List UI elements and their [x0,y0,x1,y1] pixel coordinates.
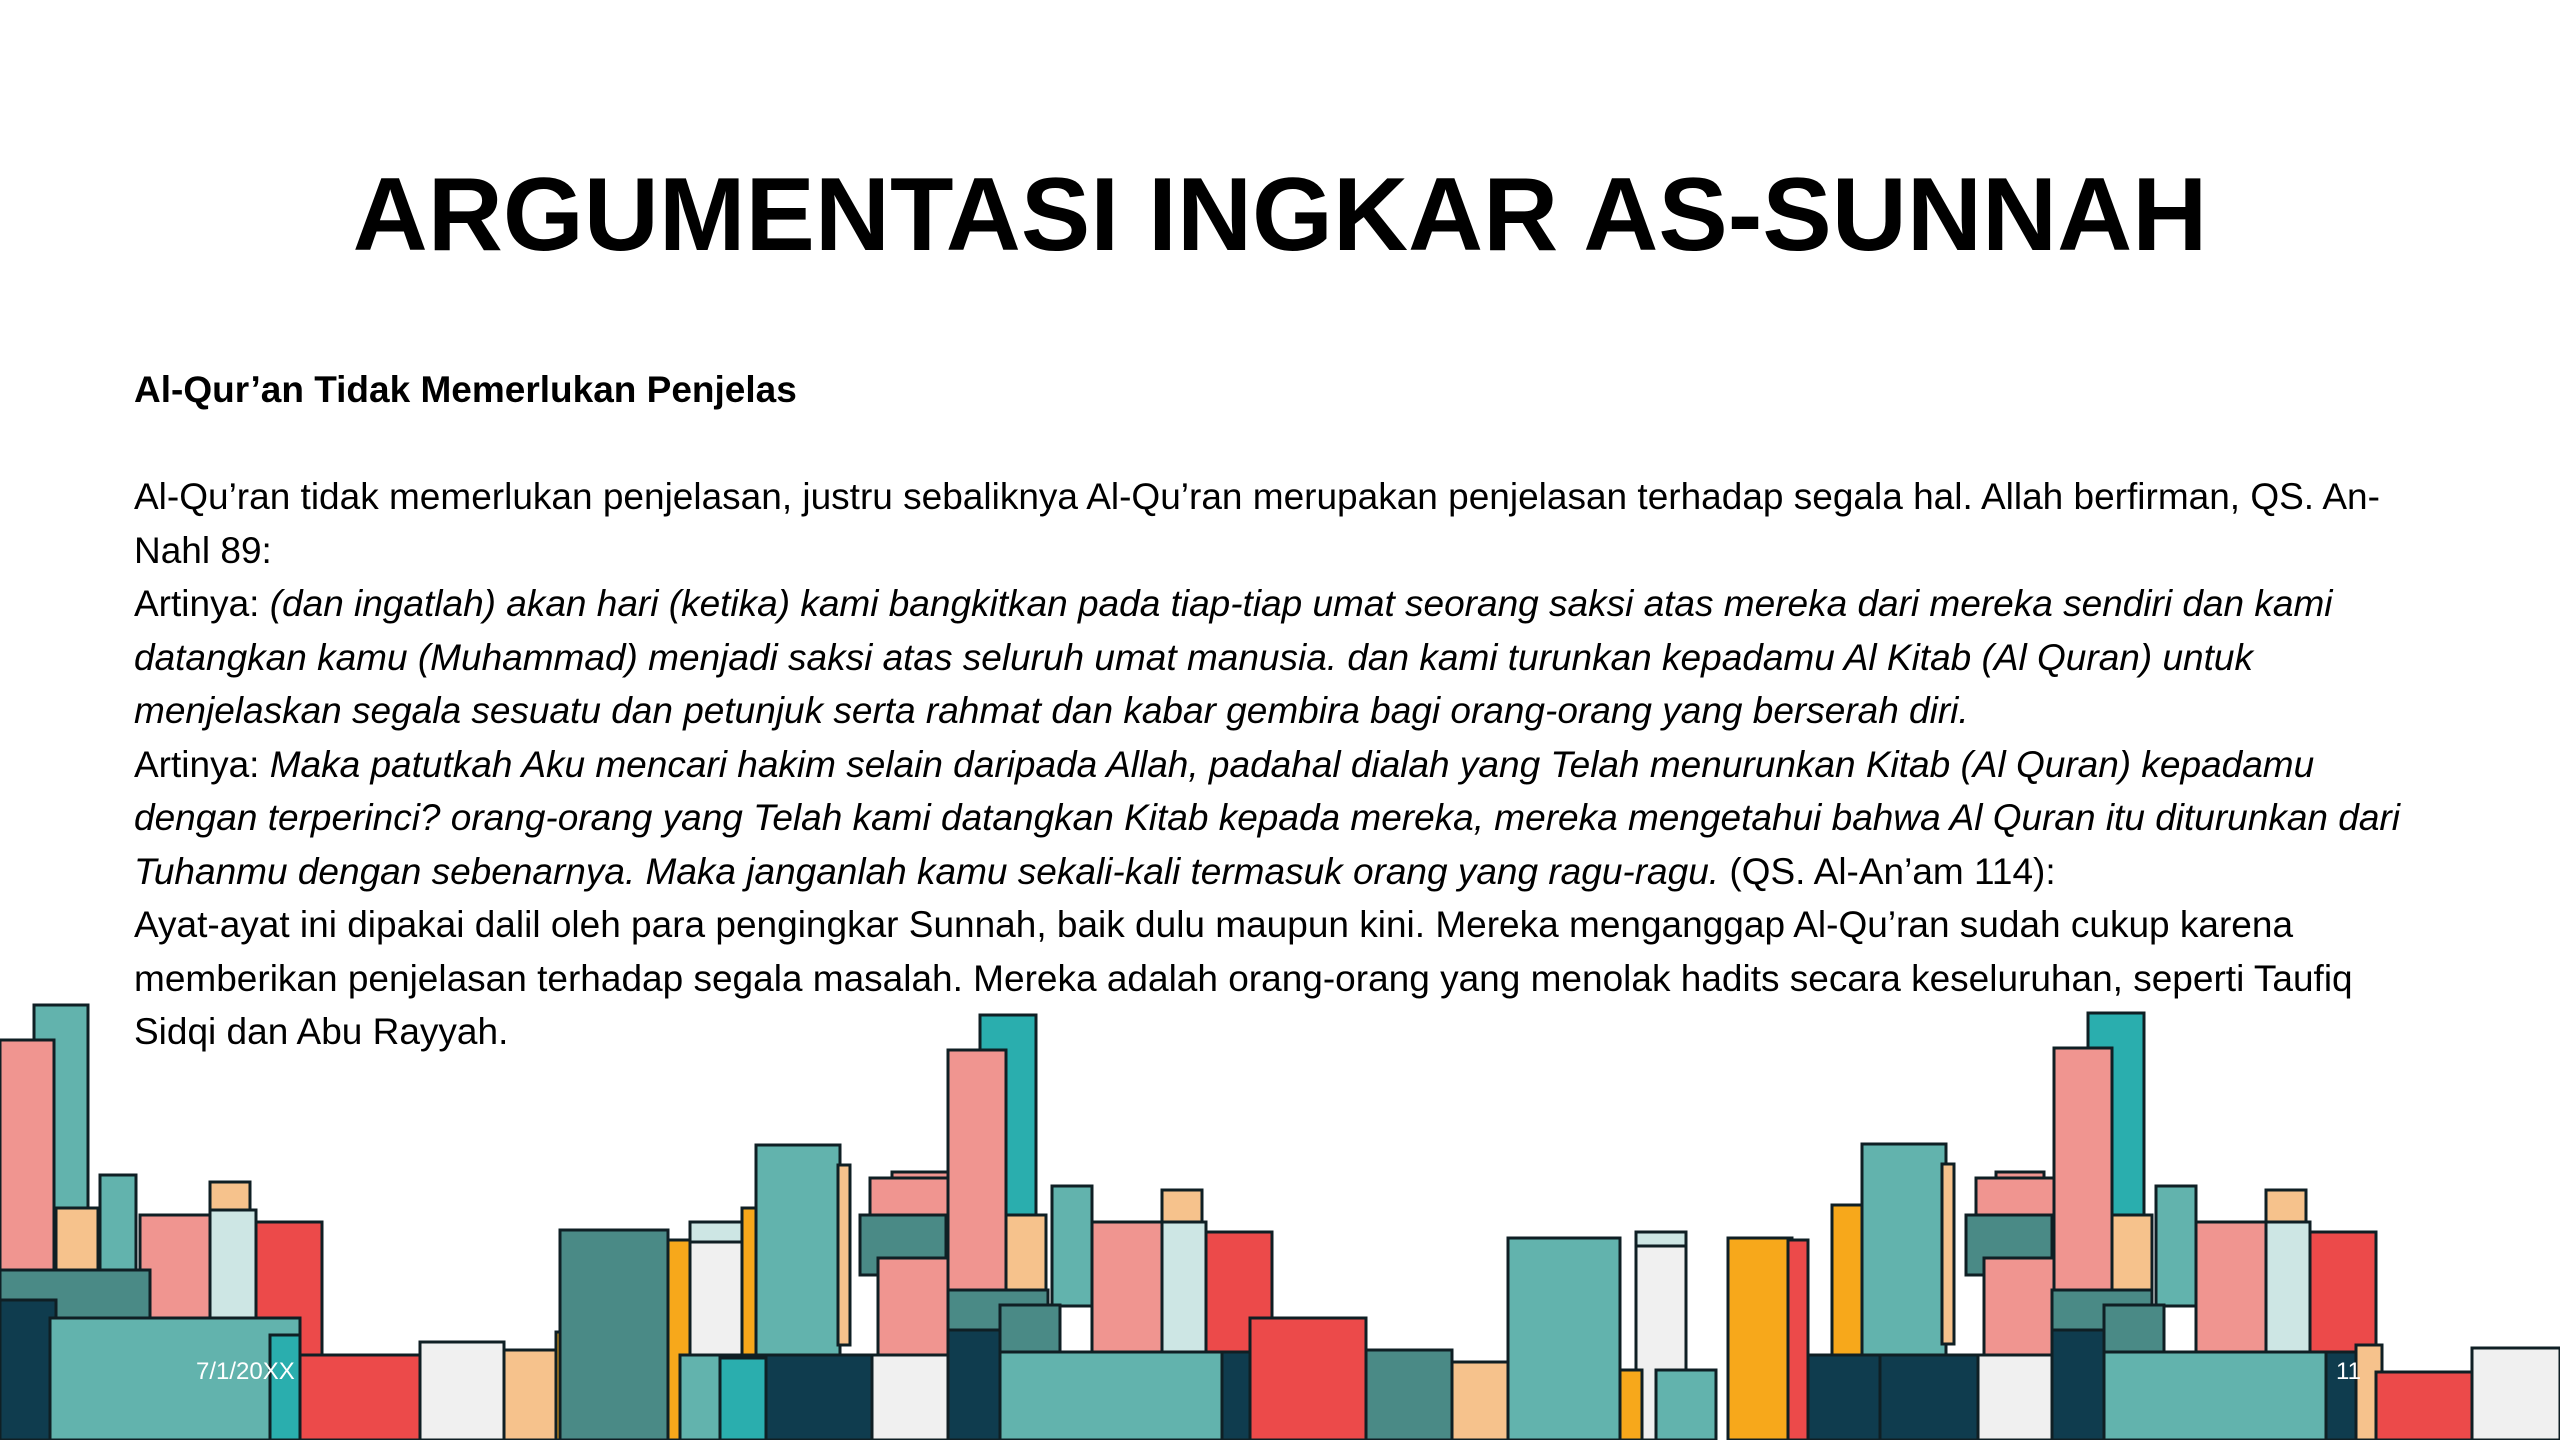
skyline-building [2376,1372,2472,1440]
conclusion-paragraph: Ayat-ayat ini dipakai dalil oleh para pengingkar Sunnah, baik dulu maupun kini. Mereka menganggap Al-Qu’ran sudah cukup karena memberikan penjelasan terhadap segala masalah. Mereka adalah orang-orang yang menolak hadits secara keseluruhan, seperti Taufiq Sidqi dan Abu Rayyah. [134,904,2353,1052]
skyline-building [2054,1048,2112,1310]
skyline-building [1162,1222,1206,1372]
skyline-building [1728,1238,1792,1440]
skyline-building [560,1230,668,1440]
skyline-building [1620,1370,1642,1440]
skyline-building [1222,1352,1252,1440]
translation-text: (dan ingatlah) akan hari (ketika) kami bangkitkan pada tiap-tiap umat seorang saksi atas mereka dari mereka sendiri dan kami datangkan kamu (Muhammad) menjadi saksi atas seluruh umat manusia. dan kami turunkan kepadamu Al Kitab (Al Quran) untuk menjelaskan segala sesuatu dan petunjuk serta rahmat dan kabar gembira bagi orang-orang yang berserah diri. [134,583,2333,731]
footer-page-number: 11 [2336,1358,2361,1385]
footer-date: 7/1/20XX [196,1358,295,1385]
skyline-building [1092,1222,1164,1362]
skyline-building [2156,1186,2196,1306]
skyline-building [690,1222,742,1242]
skyline-building [2112,1215,2152,1290]
section-subheading: Al-Qur’an Tidak Memerlukan Penjelas [134,369,797,410]
skyline-building [1978,1355,2054,1440]
skyline-building [1000,1352,1226,1440]
skyline-building [1250,1318,1366,1440]
translation-an-nahl [134,577,2434,738]
skyline-building [838,1165,850,1345]
skyline-building [1788,1240,1808,1440]
skyline-building [1052,1186,1092,1306]
skyline-building [0,1300,56,1440]
intro-paragraph: Al-Qu’ran tidak memerlukan penjelasan, justru sebaliknya Al-Qu’ran merupakan penjelasan terhadap segala hal. Allah berfirman, QS. An-Nahl 89: [134,476,2380,571]
skyline-building [720,1358,768,1440]
skyline-building [2104,1352,2330,1440]
skyline-building [2472,1348,2560,1440]
skyline-building [420,1342,504,1440]
skyline-building [1366,1350,1452,1440]
slide-title: ARGUMENTASI INGKAR AS-SUNNAH [352,157,2208,273]
skyline-building [300,1355,420,1440]
translation-label: Artinya: [134,743,270,785]
skyline-building [2196,1222,2268,1362]
skyline-building [766,1355,874,1440]
skyline-building [1656,1370,1716,1440]
translation-label: Artinya: [134,583,270,624]
skyline-building [1808,1355,1880,1440]
skyline-building [1942,1164,1954,1344]
skyline-building [2266,1222,2310,1372]
skyline-building [504,1350,560,1440]
translation-al-anam [134,738,2434,899]
translation-text: Maka patutkah Aku mencari hakim selain daripada Allah, padahal dialah yang Telah menurunkan Kitab (Al Quran) kepadamu dengan terperinci? orang-orang yang Telah kami datangkan Kitab kepada mereka, mereka mengetahui bahwa Al Quran itu diturunkan dari Tuhanmu dengan sebenarnya. Maka janganlah kamu sekali-kali termasuk orang yang ragu-ragu. [134,743,2400,892]
verse-reference: (QS. Al-An’am 114): [1719,850,2056,892]
skyline-building [1508,1238,1620,1440]
skyline-building [270,1335,300,1440]
skyline-building [1452,1362,1508,1440]
slide-body [134,363,2434,1059]
skyline-building [1006,1215,1046,1290]
skyline-building [872,1355,948,1440]
skyline-building [948,1050,1006,1310]
